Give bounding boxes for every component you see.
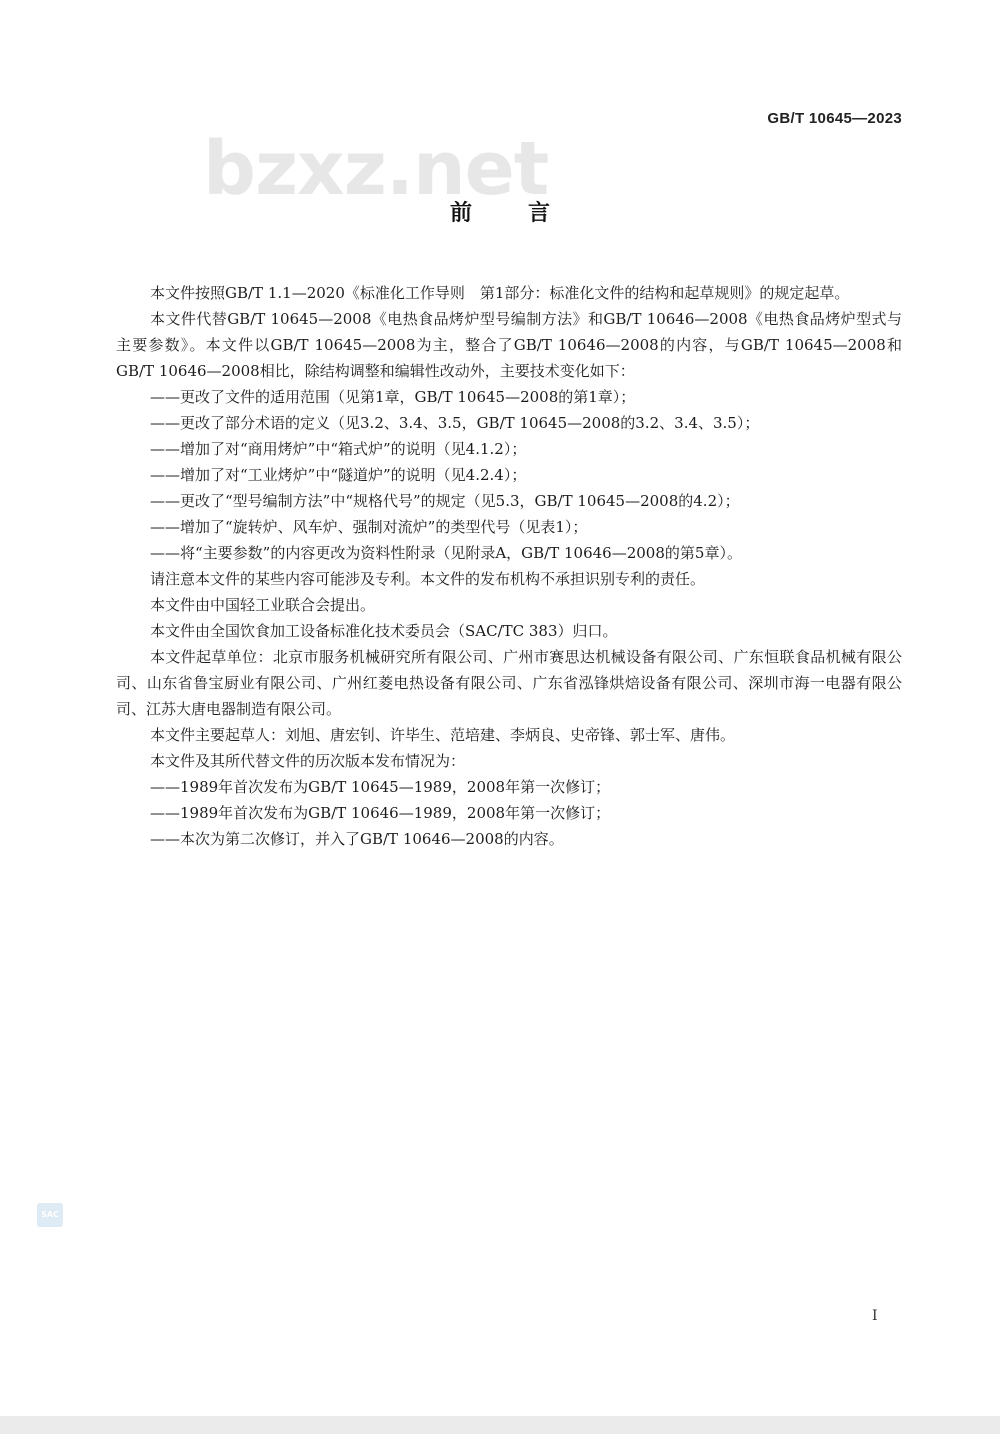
document-code: GB/T 10645—2023	[767, 110, 902, 127]
change-item: ——增加了对“工业烤炉”中“隧道炉”的说明（见4.2.4）；	[150, 466, 527, 484]
paragraph-history-intro: 本文件及其所代替文件的历次版本发布情况为：	[150, 752, 466, 770]
paragraph-drafters: 本文件主要起草人：刘旭、唐宏钊、许毕生、范培建、李炳良、史帝锋、郭士军、唐伟。	[150, 726, 736, 744]
page-number: I	[872, 1308, 878, 1324]
watermark: bzxz.net	[203, 126, 549, 212]
bottom-strip	[0, 1416, 1000, 1434]
change-item: ——更改了部分术语的定义（见3.2、3.4、3.5，GB/T 10645—2008的3.2、3.4、3.5）；	[150, 414, 760, 432]
history-item: ——本次为第二次修订，并入了GB/T 10646—2008的内容。	[150, 830, 564, 848]
history-item: ——1989年首次发布为GB/T 10646—1989，2008年第一次修订；	[150, 804, 611, 822]
paragraph-drafting-units: 本文件起草单位：北京市服务机械研究所有限公司、广州市赛思达机械设备有限公司、广东恒联食品机械有限公司、山东省鲁宝厨业有限公司、广州红菱电热设备有限公司、广东省泓锋烘焙设备有限公司、深圳市海一电器有限公司、江苏大唐电器制造有限公司。	[116, 648, 902, 718]
change-item: ——更改了文件的适用范围（见第1章，GB/T 10645—2008的第1章）；	[150, 388, 636, 406]
history-item: ——1989年首次发布为GB/T 10645—1989，2008年第一次修订；	[150, 778, 611, 796]
change-item: ——将“主要参数”的内容更改为资料性附录（见附录A，GB/T 10646—2008的第5章）。	[150, 544, 742, 562]
paragraph-drafting-rules: 本文件按照GB/T 1.1—2020《标准化工作导则 第1部分：标准化文件的结构和起草规则》的规定起草。	[150, 284, 850, 302]
change-item: ——更改了“型号编制方法”中“规格代号”的规定（见5.3，GB/T 10645—2008的4.2）；	[150, 492, 740, 510]
paragraph-replacement: 本文件代替GB/T 10645—2008《电热食品烤炉型号编制方法》和GB/T 10646—2008《电热食品烤炉型式与主要参数》。本文件以GB/T 10645—2008为主，整合了GB/T 10646—2008的内容，与GB/T 10645—2008和GB/T 10646—2008相比，除结构调整和编辑性改动外，主要技术变化如下：	[116, 310, 902, 380]
page-title: 前言	[449, 201, 606, 226]
foreword-body	[116, 280, 902, 852]
paragraph-committee: 本文件由全国饮食加工设备标准化技术委员会（SAC/TC 383）归口。	[150, 622, 618, 640]
paragraph-proposer: 本文件由中国轻工业联合会提出。	[150, 596, 376, 614]
paragraph-patent-notice: 请注意本文件的某些内容可能涉及专利。本文件的发布机构不承担识别专利的责任。	[150, 570, 706, 588]
change-item: ——增加了“旋转炉、风车炉、强制对流炉”的类型代号（见表1）；	[150, 518, 588, 536]
change-item: ——增加了对“商用烤炉”中“箱式炉”的说明（见4.1.2）；	[150, 440, 527, 458]
sac-logo: SAC	[37, 1203, 63, 1227]
